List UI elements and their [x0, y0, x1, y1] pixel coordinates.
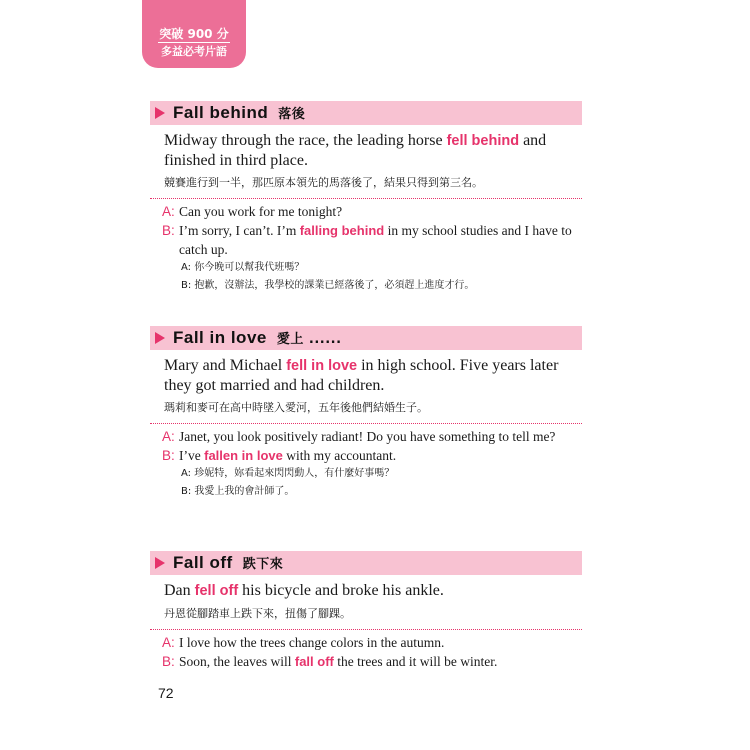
dotted-divider [150, 629, 582, 630]
dialogue-line-a: A: I love how the trees change colors in the autumn. [162, 635, 445, 650]
triangle-bullet-icon [155, 332, 165, 344]
dialogue-line-b: B: I’ve fallen in love with my accountant. [162, 448, 397, 463]
section-header [150, 551, 582, 575]
phrase-title: Fall behind 落後 [173, 103, 306, 122]
phrase-title-zh: 落後 [278, 107, 306, 122]
section-header [150, 101, 582, 125]
dotted-divider [150, 423, 582, 424]
dialogue [162, 427, 582, 501]
phrase-title-zh: 跌下來 [242, 557, 284, 572]
dotted-divider [150, 198, 582, 199]
highlighted-phrase: fallen in love [204, 448, 283, 463]
speaker-b-label: B: [162, 448, 175, 463]
example-translation: 競賽進行到一半，那匹原本領先的馬落後了，結果只得到第三名。 [164, 176, 483, 189]
page-number: 72 [158, 685, 174, 701]
speaker-b-label: B: [162, 654, 175, 669]
speaker-a-label: A: [162, 429, 175, 444]
speaker-b-label: B: [162, 223, 175, 238]
speaker-a-label: A: [162, 204, 175, 219]
phrase-section-fall-in-love [150, 326, 582, 501]
phrase-section-fall-behind [150, 101, 582, 295]
phrase-title: Fall in love 愛上 ...... [173, 328, 342, 347]
speaker-a-label: A: [162, 635, 175, 650]
example-sentence: Midway through the race, the leading horse fell behind and finished in third place. [164, 132, 547, 169]
highlighted-phrase: fall off [294, 654, 334, 669]
highlighted-phrase: fell off [194, 583, 239, 599]
dialogue [162, 202, 582, 295]
phrase-title-zh: 愛上 ...... [276, 332, 342, 347]
phrase-section-fall-off [150, 551, 582, 671]
dialogue [162, 633, 582, 671]
phrase-title: Fall off 跌下來 [173, 553, 284, 572]
tab-subtitle: 多益必考片語 [161, 45, 227, 58]
example-translation: 瑪莉和麥可在高中時墜入愛河，五年後他們結婚生子。 [164, 401, 428, 414]
dialogue-translation-b: B: 我愛上我的會計師了。 [181, 486, 295, 497]
dialogue-translation-a: A: 你今晚可以幫我代班嗎？ [181, 262, 305, 273]
example-sentence: Dan fell off his bicycle and broke his ankle. [164, 582, 444, 599]
dialogue-translation-b: B: 抱歉，沒辦法，我學校的課業已經落後了，必須趕上進度才行。 [181, 280, 475, 291]
highlighted-phrase: falling behind [299, 223, 385, 238]
tab-title: 突破 900 分 [159, 27, 229, 41]
section-header [150, 326, 582, 350]
highlighted-phrase: fell behind [446, 133, 520, 149]
dialogue-line-b: B: I’m sorry, I can’t. I’m falling behind in my school studies and I have to catch up. [162, 223, 572, 257]
highlighted-phrase: fell in love [286, 358, 358, 374]
dialogue-line-a: A: Can you work for me tonight? [162, 204, 343, 219]
example-translation: 丹恩從腳踏車上跌下來，扭傷了腳踝。 [164, 607, 351, 620]
triangle-bullet-icon [155, 107, 165, 119]
dialogue-line-b: B: Soon, the leaves will fall off the trees and it will be winter. [162, 654, 498, 669]
tab-divider [158, 42, 230, 43]
example-sentence: Mary and Michael fell in love in high school. Five years later they got married and had children. [164, 357, 559, 394]
dialogue-translation-a: A: 珍妮特，妳看起來閃閃動人，有什麼好事嗎？ [181, 468, 395, 479]
dialogue-line-a: A: Janet, you look positively radiant! Do you have something to tell me? [162, 429, 556, 444]
book-tab [142, 0, 246, 68]
triangle-bullet-icon [155, 557, 165, 569]
